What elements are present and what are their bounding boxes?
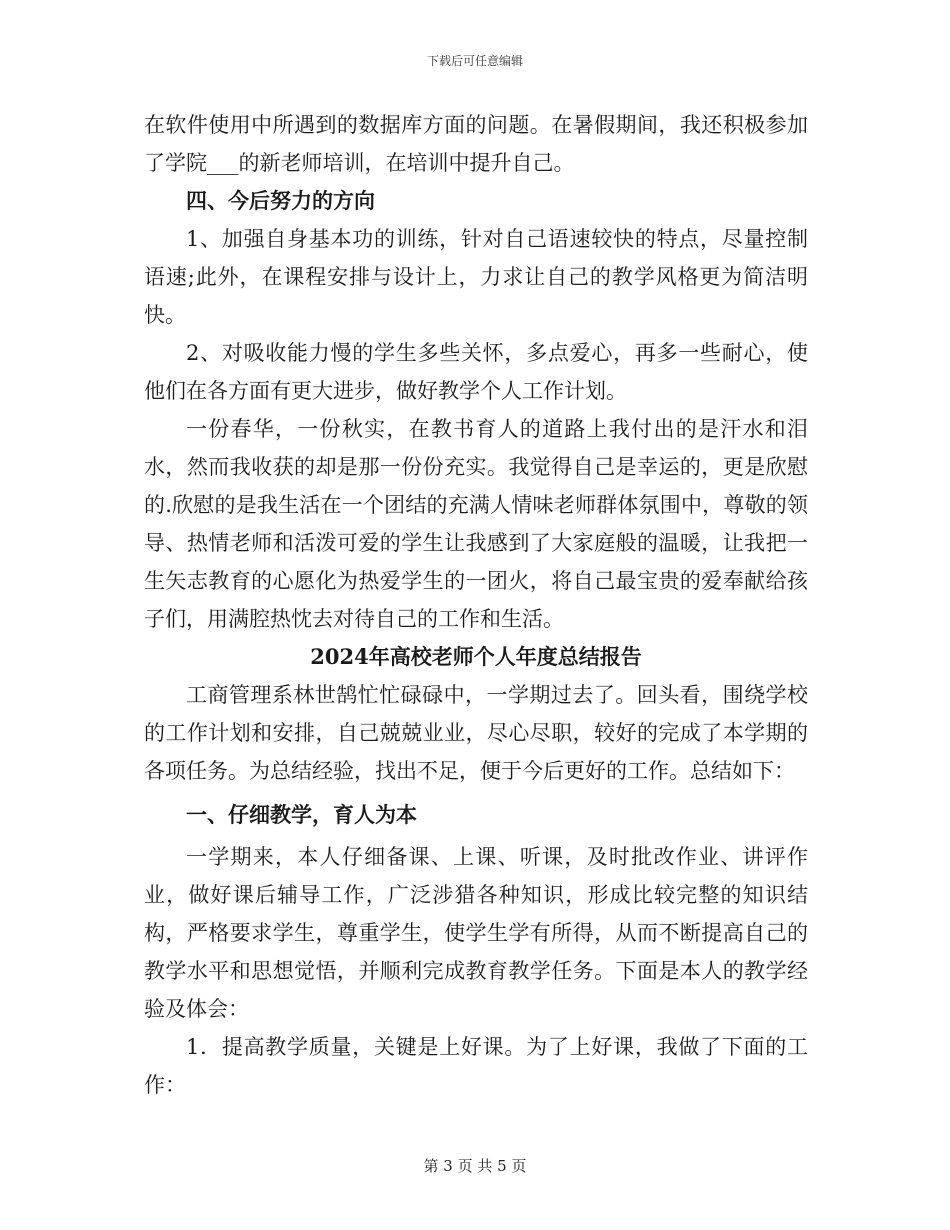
page-header: 下载后可任意编辑: [426, 54, 523, 68]
closing-paragraph: 一份春华，一份秋实，在教书育人的道路上我付出的是汗水和泪水，然而我收获的却是那一份份充实。我觉得自己是幸运的，更是欣慰的.欣慰的是我生活在一个团结的充满人情味老师群体氛围中，尊敬的领导、热情老师和活泼可爱的学生让我感到了大家庭般的温暖，让我把一生矢志教育的心愿化为热爱学生的一团火，将自己最宝贵的爱奉献给孩子们，用满腔热忱去对待自己的工作和生活。: [144, 417, 808, 631]
teaching-paragraph: 一学期来，本人仔细备课、上课、听课，及时批改作业、讲评作业，做好课后辅导工作，广泛涉猎各种知识，形成比较完整的知识结构，严格要求学生，尊重学生，使学生学有所得，从而不断提高自己的教学水平和思想觉悟，并顺利完成教育教学任务。下面是本人的教学经验及体会：: [144, 845, 808, 1021]
document-body: [144, 106, 808, 1104]
page-number: 第 3 页 共 5 页: [423, 1157, 527, 1175]
report-title: 2024年高校老师个人年度总结报告: [310, 644, 642, 669]
section-heading-future-direction: 四、今后努力的方向: [186, 188, 375, 213]
list-item-2: 2、对吸收能力慢的学生多些关怀，多点爱心，再多一些耐心，使他们在各方面有更大进步，做好教学个人工作计划。: [144, 341, 808, 403]
section-heading-teaching: 一、仔细教学，育人为本: [186, 802, 417, 827]
paragraph-continued: 在软件使用中所遇到的数据库方面的问题。在暑假期间，我还积极参加了学院___的新老师培训，在培训中提升自己。: [144, 113, 808, 175]
list-item-1: 1、加强自身基本功的训练，针对自己语速较快的特点，尽量控制语速;此外，在课程安排与设计上，力求让自己的教学风格更为简洁明快。: [144, 227, 808, 327]
point-1-paragraph: 1．提高教学质量，关键是上好课。为了上好课，我做了下面的工作：: [144, 1035, 808, 1097]
intro-paragraph: 工商管理系林世鹄忙忙碌碌中，一学期过去了。回头看，围绕学校的工作计划和安排，自己兢兢业业，尽心尽职，较好的完成了本学期的各项任务。为总结经验，找出不足，便于今后更好的工作。总结如下：: [144, 683, 808, 783]
